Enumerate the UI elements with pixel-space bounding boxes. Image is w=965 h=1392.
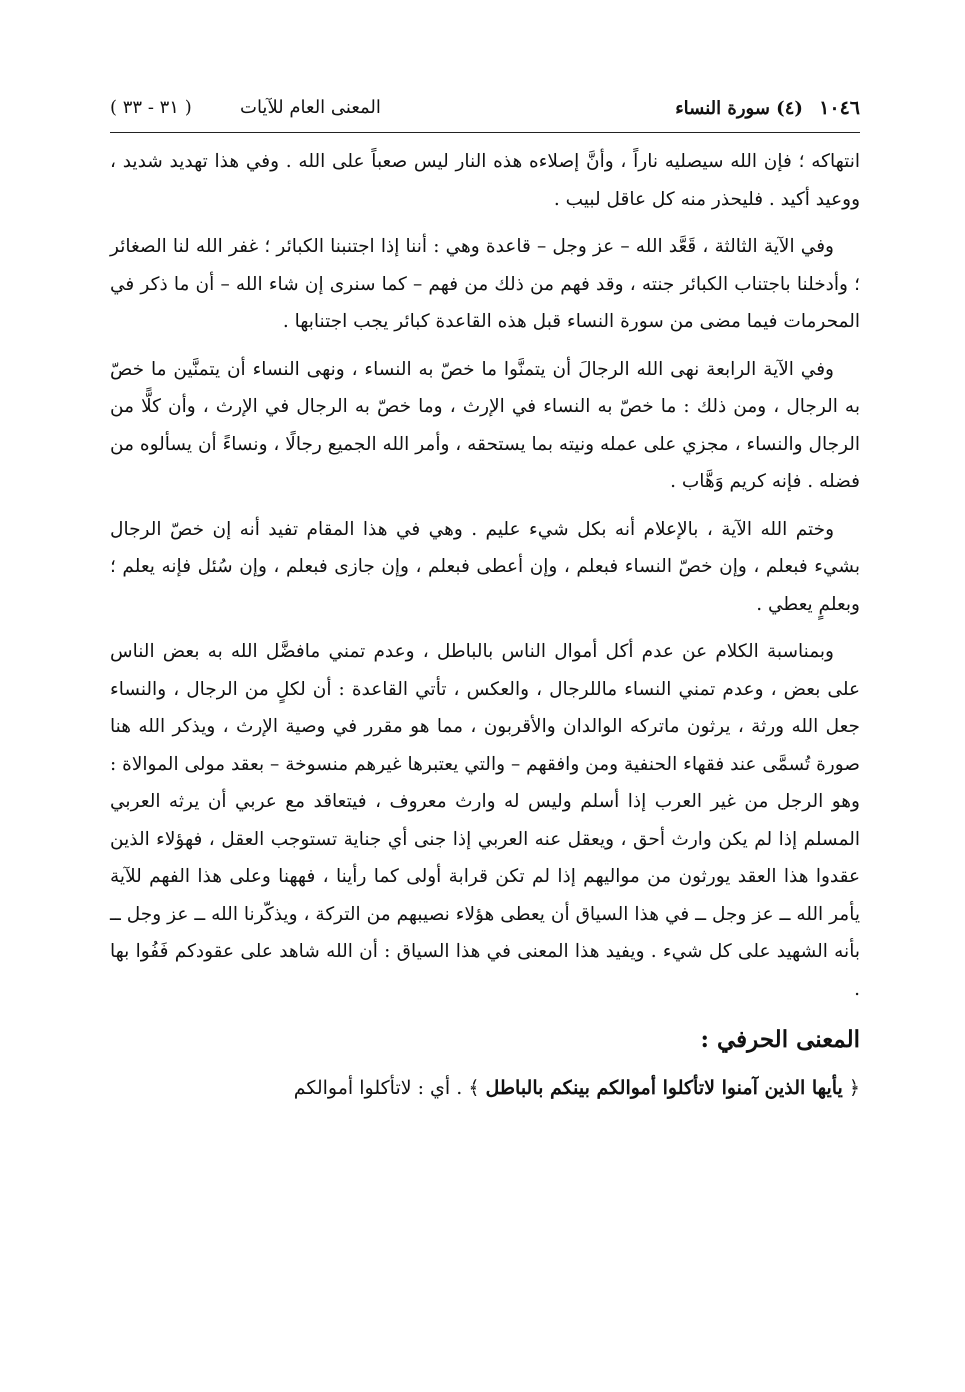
verse-open-brace: ﴿ (848, 1077, 860, 1099)
verse-close-brace: ﴾ (468, 1077, 480, 1099)
verse-line (110, 1068, 860, 1108)
section-heading: المعنى العام للآيات (240, 97, 381, 118)
running-head-right (675, 88, 860, 129)
paragraph-3: وفي الآية الرابعة نهى الله الرجالَ أن يتمنَّوا ما خصّ به النساء ، ونهى النساء أن يتمنَّين ما خصّ به الرجال ، ومن ذلك : ما خصّ به النساء في الإرث ، وما خصّ به الرجال في الإرث ، وأن كلًّا من الرجال والنساء ، مجزي على عمله ونيته بما يستحقه ، وأمر الله الجميع رجالًا ، ونساءً أن يسألوه من فضله . فإنه كريم وَهَّاب . (110, 358, 860, 492)
verse-explanation: . أي : لاتأكلوا أموالكم (293, 1077, 463, 1099)
page-number: ١٠٤٦ (819, 97, 860, 119)
surah-title: (٤) سورة النساء (675, 98, 803, 119)
paragraph-2: وفي الآية الثالثة ، قَعَّد الله – عز وجل – قاعدة وهي : أننا إذا اجتنبنا الكبائر ؛ غفر الله لنا الصغائر ؛ وأدخلنا باجتناب الكبائر جنته ، وقد فهم من ذلك من فهم – كما سنرى إن شاء الله – أن ما ذكر في المحرمات فيما مضى من سورة النساء قبل هذه القاعدة كبائر يجب اجتنابها . (110, 236, 860, 332)
paragraph-1: انتهاكه ؛ فإن الله سيصليه ناراً ، وأنَّ إصلاءه هذه النار ليس صعباً على الله . وفي هذا تهديد شديد ، ووعيد أكيد . فليحذر منه كل عاقل لبيب . (110, 151, 860, 210)
paragraph-4: وختم الله الآية ، بالإعلام أنه بكل شيء عليم . وهي في هذا المقام تفيد أنه إن خصّ الرجال بشيء فبعلم ، وإن خصّ النساء فبعلم ، وإن أعطى فبعلم ، وإن جازى فبعلم ، وإن سُئل فإنه يعلم ؛ وبعلمٍ يعطي . (110, 518, 860, 615)
header-divider (110, 132, 860, 133)
verse-text: يأيها الذين آمنوا لاتأكلوا أموالكم بينكم بالباطل (485, 1077, 843, 1099)
ayah-range: ( ٣١ - ٣٣ ) (110, 97, 192, 118)
literal-meaning-title: المعنى الحرفي : (700, 1026, 860, 1053)
paragraph-5: وبمناسبة الكلام عن عدم أكل أموال الناس بالباطل ، وعدم تمني مافضَّل الله به بعض الناس على بعض ، وعدم تمني النساء ماللرجال ، والعكس ، تأتي القاعدة : أن لكلٍ من الرجال ، والنساء جعل الله ورثة ، يرثون ماتركه الوالدان والأقربون ، مما هو مقرر في وصية الإرث ، ويذكر الله هنا صورة تُسمَّى عند فقهاء الحنفية ومن وافقهم – والتي يعتبرها غيرهم منسوخة – بعقد مولى الموالاة : وهو الرجل من غير العرب إذا أسلم وليس له وارث معروف ، فيتعاقد مع عربي أن يرثه العربي المسلم إذا لم يكن وارث أحق ، ويعقل عنه العربي إذا جنى أي جناية تستوجب العقل ، فهؤلاء الذين عقدوا هذا العقد يورثون من مواليهم إذا لم تكن قرابة أولى كما رأينا ، فههنا وعلى هذا الفهم للآية يأمر الله ــ عز وجل ــ في هذا السياق أن يعطى هؤلاء نصيبهم من التركة ، ويذكّرنا الله ــ عز وجل ــ بأنه الشهيد على كل شيء . ويفيد هذا المعنى في هذا السياق : أن الله شاهد على عقودكم فَفُوا بها . (110, 641, 860, 1000)
book-page (110, 88, 860, 1352)
running-head (110, 88, 860, 128)
